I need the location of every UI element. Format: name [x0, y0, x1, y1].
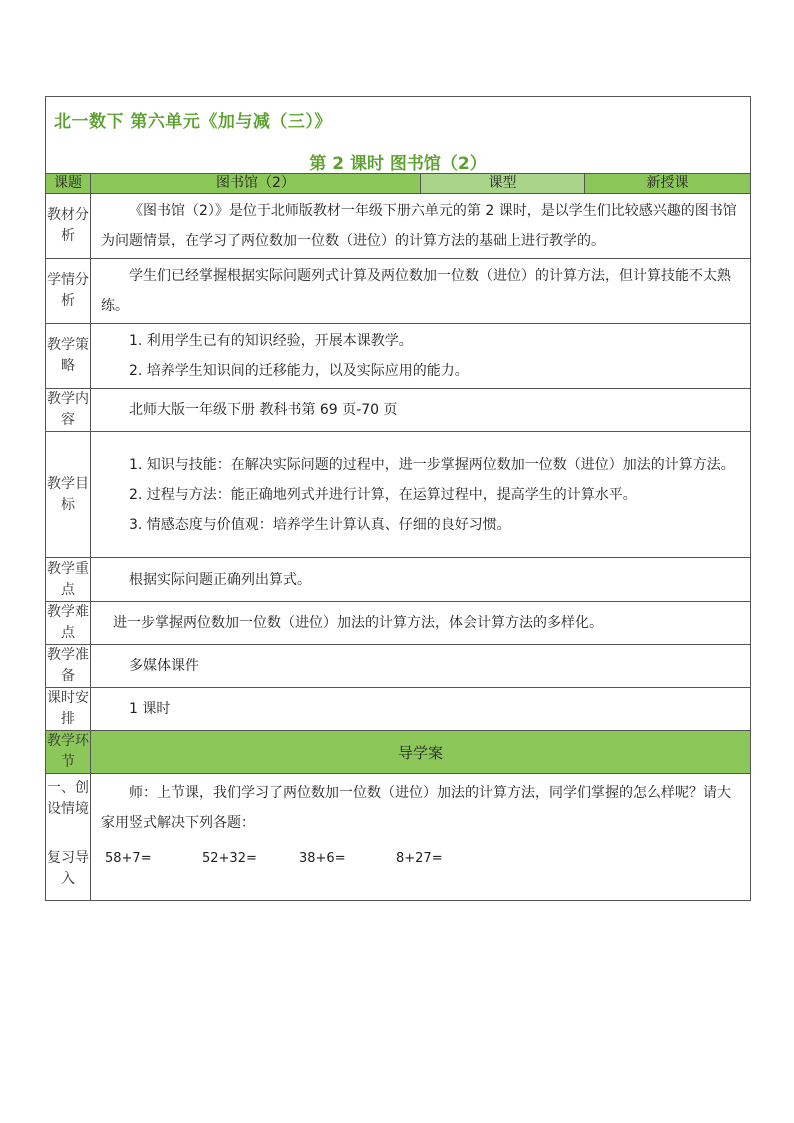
type-label: 课型 [421, 174, 585, 194]
lesson-title: 第 2 课时 图书馆（2） [309, 154, 487, 174]
exercise-row [101, 844, 742, 874]
goal-item: 3. 情感态度与价值观：培养学生计算认真、仔细的良好习惯。 [129, 516, 511, 533]
goal-item: 1. 知识与技能：在解决实际问题的过程中，进一步掌握两位数加一位数（进位）加法的计算方法。 [129, 456, 735, 473]
step1-text: 师：上节课，我们学习了两位数加一位数（进位）加法的计算方法，同学们掌握的怎么样呢？请大家用竖式解决下列各题： [101, 785, 731, 831]
type-value: 新授课 [585, 174, 751, 194]
preparation-label: 教学准备 [46, 645, 91, 688]
strategy-item: 2. 培养学生知识间的迁移能力，以及实际应用的能力。 [129, 363, 469, 379]
lesson-plan [45, 96, 750, 901]
exercise-item: 8+27= [396, 851, 443, 866]
lesson-table [45, 96, 751, 901]
preparation-text: 多媒体课件 [91, 645, 751, 688]
topic-label: 课题 [46, 174, 91, 194]
content-label: 教学内容 [46, 389, 91, 432]
strategy-label: 教学策略 [46, 324, 91, 389]
step1-content [91, 774, 751, 901]
step1-label-a: 一、创设情境 [47, 780, 89, 817]
student-analysis-text: 学生们已经掌握根据实际问题列式计算及两位数加一位数（进位）的计算方法，但计算技能不太熟练。 [91, 259, 751, 324]
difficulties-text: 进一步掌握两位数加一位数（进位）加法的计算方法，体会计算方法的多样化。 [91, 602, 751, 645]
schedule-text: 1 课时 [91, 688, 751, 731]
student-analysis-label: 学情分析 [46, 259, 91, 324]
title-cell [46, 97, 751, 174]
step1-label [46, 774, 91, 901]
difficulties-label: 教学难点 [46, 602, 91, 645]
exercise-item: 52+32= [202, 851, 257, 866]
content-text: 北师大版一年级下册 教科书第 69 页-70 页 [91, 389, 751, 432]
goals-list [91, 432, 751, 558]
schedule-label: 课时安排 [46, 688, 91, 731]
topic-value: 图书馆（2） [91, 174, 421, 194]
unit-title: 北一数下 第六单元《加与减（三）》 [54, 112, 332, 132]
key-points-label: 教学重点 [46, 558, 91, 602]
goals-label: 教学目标 [46, 432, 91, 558]
key-points-text: 根据实际问题正确列出算式。 [91, 558, 751, 602]
exercise-item: 38+6= [299, 851, 346, 866]
exercise-item: 58+7= [105, 851, 152, 866]
process-label: 教学环节 [46, 731, 91, 774]
strategy-list [91, 324, 751, 389]
step1-label-b: 复习导入 [47, 850, 89, 887]
materials-analysis-label: 教材分析 [46, 194, 91, 259]
strategy-item: 1. 利用学生已有的知识经验，开展本课教学。 [129, 333, 413, 349]
guide-title: 导学案 [91, 731, 751, 774]
materials-analysis-text: 《图书馆（2）》是位于北师版教材一年级下册六单元的第 2 课时，是以学生们比较感兴趣的图书馆为问题情景，在学习了两位数加一位数（进位）的计算方法的基础上进行教学的。 [91, 194, 751, 259]
goal-item: 2. 过程与方法：能正确地列式并进行计算，在运算过程中，提高学生的计算水平。 [129, 486, 637, 503]
